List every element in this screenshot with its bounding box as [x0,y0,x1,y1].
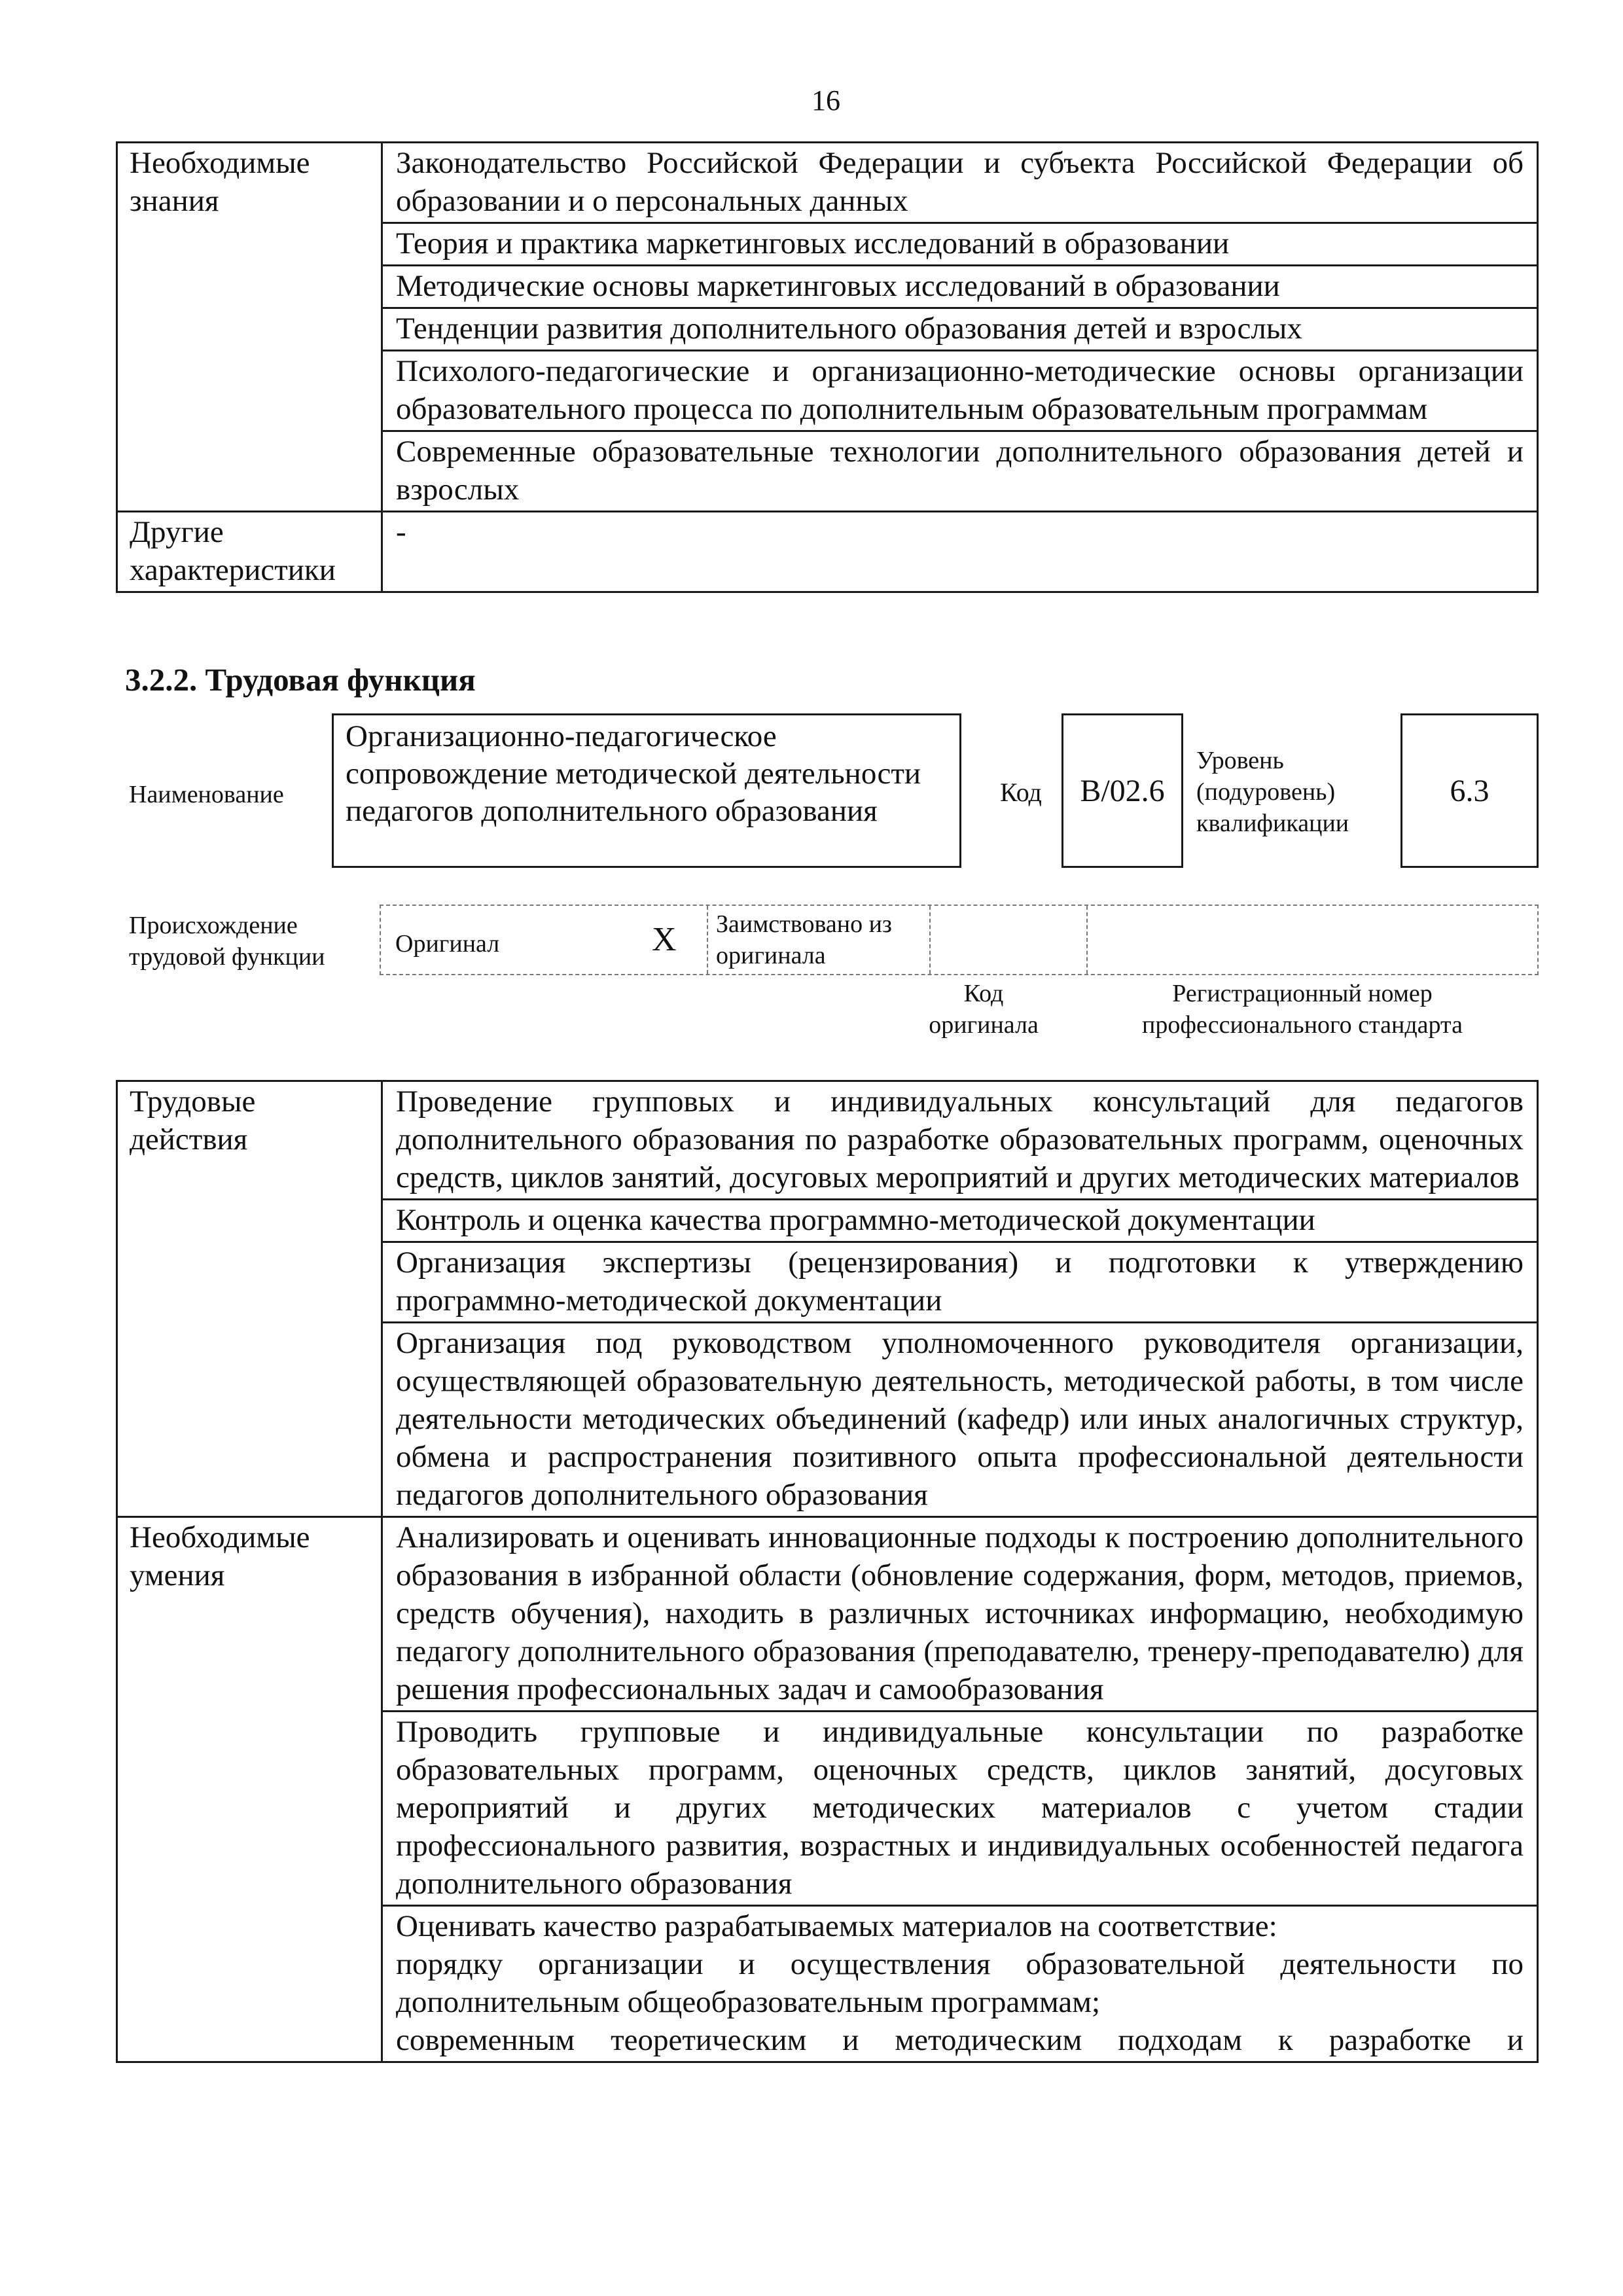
knowledge-item: Психолого-педагогические и организационно-методические основы организации образовательного процесса по дополнительным образовательным программам [382,351,1538,431]
function-code-box: B/02.6 [1061,713,1183,868]
action-item: Организация под руководством уполномоченного руководителя организации, осуществляющей образовательную деятельность, методической работы, в том числе деятельности методических объединений (кафедр) или иных аналогичных структур, обмена и распространения позитивного опыта профессиональной деятельности педагогов дополнительного образования [382,1323,1538,1517]
function-name-box: Организационно-педагогическое сопровождение методической деятельности педагогов дополнительного образования [332,713,961,868]
table-row [117,1517,1538,1712]
other-characteristics-value: - [382,512,1538,592]
row-label-knowledge: Необходимые знания [117,143,382,512]
section-heading: 3.2.2. Трудовая функция [125,662,476,698]
row-label-skills: Необходимые умения [117,1517,382,2062]
actions-skills-table [116,1080,1539,2063]
qualification-level-label: Уровень (подуровень) квалификации [1196,747,1349,837]
caption-original-code: Код оригинала [929,980,1039,1039]
row-label-actions: Трудовые действия [117,1081,382,1517]
caption-registration-number: Регистрационный номер профессионального стандарта [1142,980,1463,1039]
knowledge-table [116,141,1539,593]
skill-item: Анализировать и оценивать инновационные подходы к построению дополнительного образования в избранной области (обновление содержания, форм, методов, приемов, средств обучения), находить в различных источниках информацию, необходимую педагогу дополнительного образования (преподавателю, тренеру-преподавателю) для решения профессиональных задач и самообразования [382,1517,1538,1712]
qualification-level-box: 6.3 [1400,713,1539,868]
origin-registration-cell [1088,906,1537,974]
table-row [117,143,1538,223]
skill-item [382,1906,1538,2062]
table-row [117,1081,1538,1200]
code-label: Код [1000,778,1042,807]
skill-item-line: порядку организации и осуществления образовательной деятельности по дополнительным общеобразовательным программам; [396,1947,1524,2019]
skill-item-line: Оценивать качество разрабатываемых материалов на соответствие: [396,1909,1277,1943]
name-label: Наименование [129,781,284,808]
origin-original-cell [381,906,708,974]
skill-item-line: современным теоретическим и методическим подходам к разработке и [396,2023,1524,2057]
origin-strip [380,905,1539,975]
action-item: Организация экспертизы (рецензирования) и подготовки к утверждению программно-методической документации [382,1242,1538,1323]
knowledge-item: Тенденции развития дополнительного образования детей и взрослых [382,308,1538,351]
knowledge-item: Современные образовательные технологии дополнительного образования детей и взрослых [382,431,1538,512]
knowledge-item: Законодательство Российской Федерации и субъекта Российской Федерации об образовании и о персональных данных [382,143,1538,223]
borrowed-label: Заимствовано из оригинала [716,910,892,969]
knowledge-item: Методические основы маркетинговых исследований в образовании [382,266,1538,308]
knowledge-item: Теория и практика маркетинговых исследований в образовании [382,223,1538,266]
origin-borrowed-cell [708,906,931,974]
origin-label: Происхождение трудовой функции [129,912,325,971]
origin-code-cell [931,906,1088,974]
skill-item: Проводить групповые и индивидуальные консультации по разработке образовательных программ, оценочных средств, циклов занятий, досуговых мероприятий и других методических материалов с учетом стадии профессионального развития, возрастных и индивидуальных особенностей педагога дополнительного образования [382,1712,1538,1906]
page-number: 16 [812,84,840,117]
action-item: Контроль и оценка качества программно-методической документации [382,1200,1538,1242]
row-label-other: Другие характеристики [117,512,382,592]
action-item: Проведение групповых и индивидуальных консультаций для педагогов дополнительного образования по разработке образовательных программ, оценочных средств, циклов занятий, досуговых мероприятий и других методических материалов [382,1081,1538,1200]
original-mark: X [652,921,677,958]
original-label: Оригинал [395,930,500,958]
table-row [117,512,1538,592]
